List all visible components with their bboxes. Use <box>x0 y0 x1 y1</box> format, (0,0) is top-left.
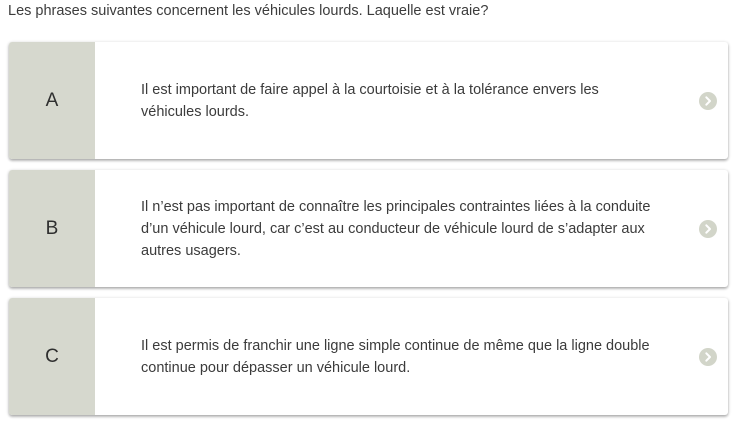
chevron-right-icon[interactable] <box>699 220 717 238</box>
chevron-right-icon[interactable] <box>699 92 717 110</box>
question-text: Les phrases suivantes concernent les véhicules lourds. Laquelle est vraie? <box>8 3 489 19</box>
chevron-right-icon[interactable] <box>699 348 717 366</box>
option-letter-a: A <box>9 42 95 159</box>
option-text-b: Il n’est pas important de connaître les principales contraintes liées à la conduite d’un véhicule lourd, car c’est au conducteur de véhicule lourd de s’adapter aux autres usagers. <box>141 198 651 259</box>
option-text-c: Il est permis de franchir une ligne simple continue de même que la ligne double continue pour dépasser un véhicule lourd. <box>141 337 650 376</box>
answer-option-a[interactable] <box>9 42 728 159</box>
answer-option-b[interactable] <box>9 170 728 287</box>
option-letter-b: B <box>9 170 95 287</box>
answer-option-c[interactable] <box>9 298 728 415</box>
option-text-a: Il est important de faire appel à la courtoisie et à la tolérance envers les véhicules lourds. <box>141 81 599 120</box>
option-letter-c: C <box>9 298 95 415</box>
